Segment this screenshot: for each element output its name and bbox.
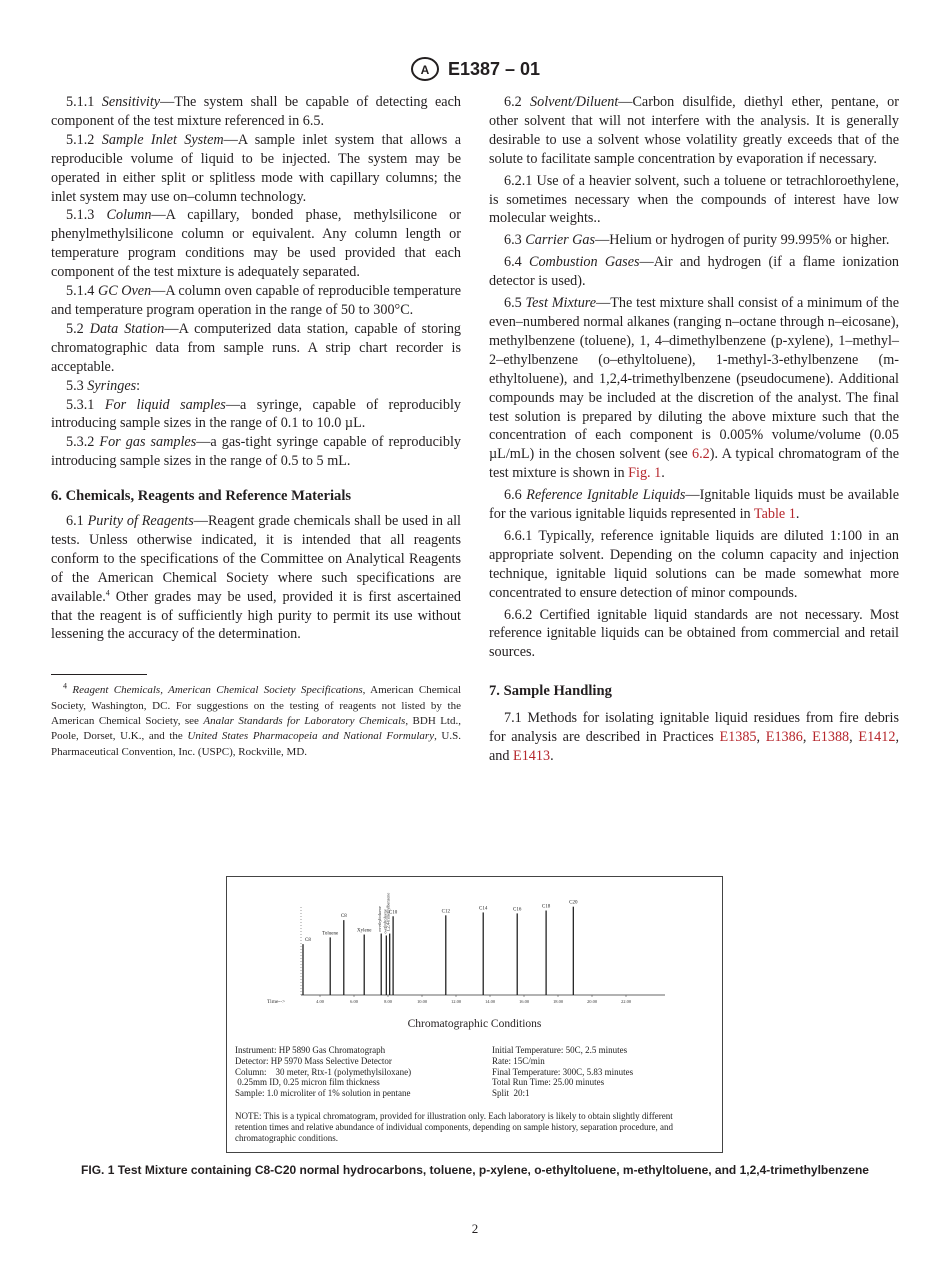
para-6-6-1: 6.6.1 Typically, reference ignitable liquids are diluted 1:100 in an appropriate solvent. Depending on the column capacity and injection technique, ignitable liquid solutions can be made somewhat more concentrated to ensure detection of minor compounds. — [489, 527, 899, 601]
figure-caption: FIG. 1 Test Mixture containing C8-C20 normal hydrocarbons, toluene, p-xylene, o-ethyltoluene, m-ethyltoluene, and 1,2,4-trimethylbenzene — [81, 1163, 869, 1177]
svg-text:m-ethyltoluene: m-ethyltoluene — [377, 906, 383, 932]
para-7-1: 7.1 Methods for isolating ignitable liquid residues from fire debris for analysis are described in Practices E1385, E1386, E1388, E1412, and E1413. — [489, 710, 899, 764]
document-code: E1387 – 01 — [447, 58, 541, 79]
para-5-1-4: 5.1.4 GC Oven—A column oven capable of reproducible temperature and temperature program operation in the range of 50 to 300°C. — [51, 283, 461, 318]
svg-text:4.00: 4.00 — [316, 999, 324, 1004]
para-5-3: 5.3 Syringes: — [66, 377, 141, 394]
svg-text:20.00: 20.00 — [586, 999, 598, 1004]
svg-text:C8: C8 — [305, 938, 311, 944]
svg-text:C10: C10 — [388, 910, 398, 916]
link-e1388[interactable]: E1388 — [812, 729, 850, 746]
right-column — [489, 93, 899, 766]
svg-text:1,2,4-trimethylbenzene: 1,2,4-trimethylbenzene — [385, 892, 391, 932]
para-6-5: 6.5 Test Mixture—The test mixture shall consist of a minimum of the even–numbered normal alkanes (ranging n–octane through n–eicosane), methylbenzene (toluene), 1, 4–dimethylbenzene (p-xylene), 1–methyl–2–ethylbenzene (o–ethyltoluene), 1-methyl-3-ethylbenzene (m-ethyltoluene), and 1,2,4-trimethylbenzene (pseudocumene). Additional compounds may be included at the discretion of the analyst. The final test solution is prepared by diluting the above mixture such that the concentration of each component is 0.005% volume/volume (0.05 µL/mL) in the chosen solvent (see 6.2). A typical chromatogram of the test mixture is shown in Fig. 1. — [489, 295, 900, 482]
page-number: 2 — [471, 1221, 479, 1236]
link-e1413[interactable]: E1413 — [513, 748, 551, 764]
para-5-2: 5.2 Data Station—A computerized data station, capable of storing chromatographic data from sample runs. A strip chart recorder is acceptable. — [51, 320, 462, 375]
svg-text:Time-->: Time--> — [267, 999, 286, 1005]
link-e1412[interactable]: E1412 — [858, 729, 896, 746]
section-7-heading: 7. Sample Handling — [489, 683, 612, 700]
svg-text:Xylene: Xylene — [356, 928, 372, 934]
para-5-3-2: 5.3.2 For gas samples—a gas-tight syringe capable of reproducibly introducing sample sizes in the range of 0.5 to 5 mL. — [51, 434, 461, 470]
svg-text:16.00: 16.00 — [518, 999, 530, 1004]
para-6-1: 6.1 Purity of Reagents—Reagent grade chemicals shall be used in all tests. Unless otherwise indicated, it is intended that all reagents conform to the specifications of the Committee on Analytical Reagents of the American Chemical Society where such specifications are available.$^4$ Other grades may be used, provided it is first ascertained that the reagent is of sufficiently high purity to permit its use without lessening the accuracy of the determination. — [51, 513, 461, 643]
para-6-2-1: 6.2.1 Use of a heavier solvent, such a toluene or tetrachloroethylene, is sometimes necessary when the compounds of interest have low molecular weights.. — [489, 172, 899, 227]
para-6-2: 6.2 Solvent/Diluent—Carbon disulfide, diethyl ether, pentane, or other solvent that will not interfere with the analysis. It is generally desirable to use a solvent whose volatility greatly exceeds that of the solute to facilitate sample concentration by evaporation if necessary. — [489, 94, 900, 167]
footnote-ref: 4 — [105, 587, 110, 597]
svg-text:A: A — [420, 63, 430, 77]
link-e1386[interactable]: E1386 — [765, 729, 803, 746]
figure-1-chromatogram — [226, 876, 723, 1153]
link-6-2[interactable]: 6.2 — [692, 446, 710, 463]
svg-text:C20: C20 — [569, 900, 578, 906]
svg-text:Toluene: Toluene — [322, 931, 339, 937]
svg-text:C12: C12 — [441, 909, 450, 915]
conditions-right: Initial Temperature: 50C, 2.5 minutes Rate: 15C/min Final Temperature: 300C, 5.83 minutes Total Run Time: 25.00 minutes Split 20:1 — [492, 1045, 634, 1099]
svg-text:C8: C8 — [340, 914, 347, 920]
para-6-6: 6.6 Reference Ignitable Liquids—Ignitable liquids must be available for the various ignitable liquids represented in Table 1. — [489, 487, 899, 523]
svg-text:14.00: 14.00 — [484, 999, 496, 1004]
left-column — [51, 93, 461, 760]
svg-text:10.00: 10.00 — [416, 999, 428, 1004]
para-5-1-3: 5.1.3 Column—A capillary, bonded phase, methylsilicone or phenylmethylsilicone column or equivalent. Any column length or temperature program conditions may be used provided that each component of the test mixture is adequately separated. — [51, 207, 461, 281]
svg-text:6.00: 6.00 — [350, 999, 358, 1004]
footnote-divider — [51, 674, 147, 675]
footnote-4: $^4$ Reagent Chemicals, American Chemical Society Specifications, American Chemical Society, Washington, DC. For suggestions on the testing of reagents not listed by the American Chemical Society, see Analar Standards for Laboratory Chemicals, BDH Ltd., Poole, Dorset, U.K., and the United States Pharmacopeia and National Formulary, U.S. Pharmaceutical Convention, Inc. (USPC), Rockville, MD. — [51, 681, 462, 758]
svg-text:22.00: 22.00 — [620, 999, 632, 1004]
para-6-4: 6.4 Combustion Gases—Air and hydrogen (if a flame ionization detector is used). — [489, 254, 900, 290]
conditions-title: Chromatographic Conditions — [407, 1018, 542, 1030]
svg-text:o-ethyltoluene: o-ethyltoluene — [382, 909, 388, 934]
para-5-1-1: 5.1.1 Sensitivity—The system shall be capable of detecting each component of the test mixture referenced in 6.5. — [51, 94, 461, 129]
para-5-1-2: 5.1.2 Sample Inlet System—A sample inlet system that allows a reproducible volume of liquid to be injected. The system may be operated in either split or splitless mode with capillary columns; the inlet system may use on–column technology. — [51, 131, 461, 205]
svg-text:18.00: 18.00 — [552, 999, 564, 1004]
svg-text:C18: C18 — [541, 904, 551, 910]
svg-text:C14: C14 — [479, 906, 488, 912]
figure-note: NOTE: This is a typical chromatogram, provided for illustration only. Each laboratory is likely to obtain slightly different retention times and relative abundance of individual components, depending on sample history, separation procedure, and chromatographic conditions. — [235, 1111, 674, 1143]
astm-logo-icon — [410, 56, 440, 82]
svg-text:12.00: 12.00 — [450, 999, 462, 1004]
para-6-3: 6.3 Carrier Gas—Helium or hydrogen of purity 99.995% or higher. — [504, 232, 890, 249]
conditions-left: Instrument: HP 5890 Gas Chromatograph Detector: HP 5970 Mass Selective Detector Column: 30 meter, Rtx-1 (polymethylsiloxane) 0.25mm ID, 0.25 micron film thickness Sample: 1.0 microliter of 1% solution in pentane — [235, 1045, 412, 1099]
svg-text:C16: C16 — [513, 907, 522, 913]
svg-text:8.00: 8.00 — [384, 999, 392, 1004]
page-header — [0, 56, 950, 82]
para-6-6-2: 6.6.2 Certified ignitable liquid standards are not necessary. Most reference ignitable liquids can be obtained from commercial and retail sources. — [489, 606, 899, 661]
link-table-1[interactable]: Table 1 — [753, 506, 796, 523]
link-fig-1[interactable]: Fig. 1 — [628, 465, 662, 482]
para-5-3-1: 5.3.1 For liquid samples—a syringe, capable of reproducibly introducing sample sizes in the range of 0.1 to 10.0 µL. — [51, 396, 461, 432]
section-6-heading: 6. Chemicals, Reagents and Reference Materials — [51, 488, 352, 505]
link-e1385[interactable]: E1385 — [719, 729, 757, 746]
chromatogram-chart — [227, 877, 721, 1012]
